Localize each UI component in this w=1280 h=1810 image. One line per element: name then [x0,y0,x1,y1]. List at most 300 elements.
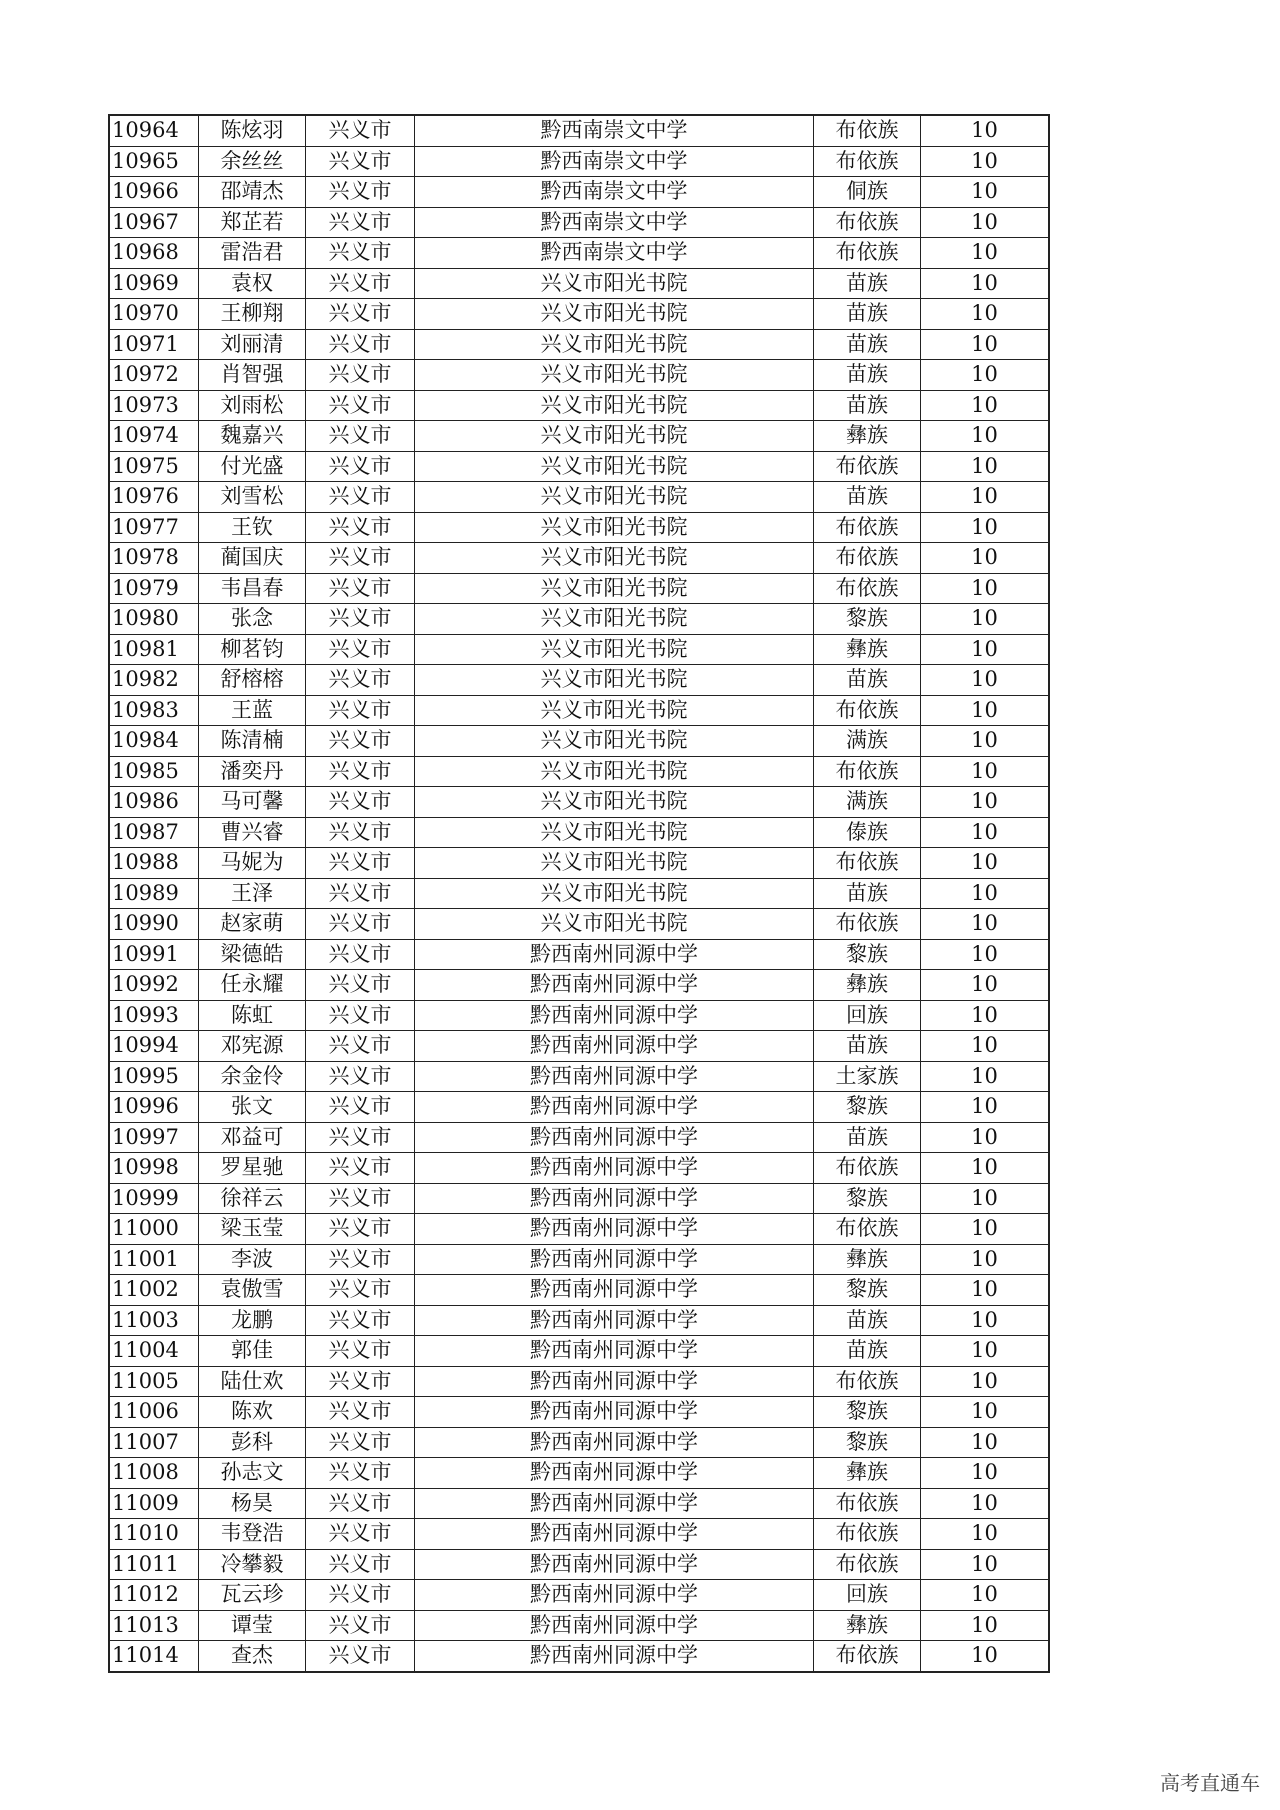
cell-score: 10 [921,1488,1050,1519]
cell-city: 兴义市 [306,1549,415,1580]
cell-city: 兴义市 [306,177,415,208]
cell-student-name: 邓宪源 [199,1031,306,1062]
cell-student-id: 10980 [109,604,199,635]
cell-score: 10 [921,329,1050,360]
cell-score: 10 [921,787,1050,818]
cell-student-id: 10970 [109,299,199,330]
cell-ethnicity: 布依族 [814,848,921,879]
cell-student-name: 曹兴睿 [199,817,306,848]
cell-city: 兴义市 [306,1183,415,1214]
table-row [109,634,1049,665]
cell-school: 黔西南州同源中学 [415,1275,814,1306]
cell-score: 10 [921,695,1050,726]
cell-school: 黔西南州同源中学 [415,1031,814,1062]
cell-student-id: 11014 [109,1641,199,1672]
cell-score: 10 [921,939,1050,970]
table-row [109,1427,1049,1458]
cell-school: 黔西南州同源中学 [415,1397,814,1428]
watermark-text: 高考直通车 [1160,1771,1260,1795]
cell-ethnicity: 布依族 [814,512,921,543]
cell-ethnicity: 黎族 [814,939,921,970]
cell-ethnicity: 布依族 [814,146,921,177]
table-row [109,817,1049,848]
cell-school: 黔西南崇文中学 [415,177,814,208]
cell-student-name: 刘雪松 [199,482,306,513]
cell-city: 兴义市 [306,1061,415,1092]
cell-ethnicity: 彝族 [814,634,921,665]
cell-ethnicity: 彝族 [814,1244,921,1275]
cell-student-name: 邓益可 [199,1122,306,1153]
cell-ethnicity: 苗族 [814,665,921,696]
cell-student-name: 梁玉莹 [199,1214,306,1245]
cell-city: 兴义市 [306,299,415,330]
cell-school: 兴义市阳光书院 [415,268,814,299]
cell-city: 兴义市 [306,1244,415,1275]
cell-student-name: 杨昊 [199,1488,306,1519]
table-row [109,299,1049,330]
cell-student-name: 查杰 [199,1641,306,1672]
cell-city: 兴义市 [306,665,415,696]
cell-score: 10 [921,482,1050,513]
table-row [109,146,1049,177]
table-row [109,878,1049,909]
cell-ethnicity: 黎族 [814,1275,921,1306]
cell-city: 兴义市 [306,1000,415,1031]
cell-city: 兴义市 [306,817,415,848]
cell-student-id: 10967 [109,207,199,238]
cell-school: 黔西南崇文中学 [415,146,814,177]
cell-score: 10 [921,1153,1050,1184]
cell-school: 黔西南州同源中学 [415,1305,814,1336]
cell-student-id: 10985 [109,756,199,787]
cell-student-id: 11002 [109,1275,199,1306]
table-row [109,726,1049,757]
cell-city: 兴义市 [306,451,415,482]
cell-student-name: 蔺国庆 [199,543,306,574]
table-row [109,512,1049,543]
cell-city: 兴义市 [306,1458,415,1489]
cell-city: 兴义市 [306,573,415,604]
cell-city: 兴义市 [306,1488,415,1519]
cell-school: 黔西南州同源中学 [415,1488,814,1519]
cell-student-name: 陈清楠 [199,726,306,757]
cell-city: 兴义市 [306,634,415,665]
cell-student-name: 郭佳 [199,1336,306,1367]
cell-ethnicity: 苗族 [814,360,921,391]
cell-student-name: 肖智强 [199,360,306,391]
cell-ethnicity: 回族 [814,1000,921,1031]
cell-score: 10 [921,543,1050,574]
cell-score: 10 [921,1000,1050,1031]
cell-school: 黔西南崇文中学 [415,115,814,146]
cell-school: 兴义市阳光书院 [415,604,814,635]
cell-school: 黔西南州同源中学 [415,1610,814,1641]
cell-student-name: 王蓝 [199,695,306,726]
cell-school: 黔西南州同源中学 [415,1458,814,1489]
cell-ethnicity: 苗族 [814,878,921,909]
cell-school: 兴义市阳光书院 [415,787,814,818]
table-row [109,848,1049,879]
cell-student-id: 10971 [109,329,199,360]
cell-city: 兴义市 [306,1427,415,1458]
cell-score: 10 [921,1244,1050,1275]
cell-student-name: 陈炫羽 [199,115,306,146]
cell-student-name: 郑芷若 [199,207,306,238]
cell-city: 兴义市 [306,1336,415,1367]
cell-student-id: 10966 [109,177,199,208]
cell-ethnicity: 满族 [814,787,921,818]
cell-student-id: 11006 [109,1397,199,1428]
cell-score: 10 [921,970,1050,1001]
table-row [109,329,1049,360]
cell-school: 黔西南州同源中学 [415,970,814,1001]
cell-student-id: 10972 [109,360,199,391]
cell-city: 兴义市 [306,1275,415,1306]
cell-ethnicity: 布依族 [814,1153,921,1184]
cell-school: 兴义市阳光书院 [415,909,814,940]
cell-ethnicity: 黎族 [814,1092,921,1123]
table-row [109,573,1049,604]
cell-city: 兴义市 [306,1092,415,1123]
student-roster-table [108,114,1050,1673]
cell-city: 兴义市 [306,1519,415,1550]
cell-student-id: 11013 [109,1610,199,1641]
cell-ethnicity: 布依族 [814,1641,921,1672]
table-row [109,695,1049,726]
cell-school: 黔西南州同源中学 [415,1153,814,1184]
cell-school: 兴义市阳光书院 [415,634,814,665]
cell-school: 兴义市阳光书院 [415,360,814,391]
table-row [109,1397,1049,1428]
cell-student-id: 10979 [109,573,199,604]
cell-score: 10 [921,1061,1050,1092]
cell-student-id: 11003 [109,1305,199,1336]
cell-school: 黔西南州同源中学 [415,1519,814,1550]
cell-student-name: 王钦 [199,512,306,543]
cell-student-id: 10984 [109,726,199,757]
cell-student-name: 赵家萌 [199,909,306,940]
cell-ethnicity: 布依族 [814,1519,921,1550]
cell-score: 10 [921,1366,1050,1397]
cell-student-id: 10977 [109,512,199,543]
table-row [109,756,1049,787]
cell-student-name: 刘雨松 [199,390,306,421]
cell-score: 10 [921,1336,1050,1367]
cell-student-name: 罗星驰 [199,1153,306,1184]
table-row [109,1366,1049,1397]
cell-score: 10 [921,726,1050,757]
cell-student-id: 11001 [109,1244,199,1275]
cell-score: 10 [921,665,1050,696]
cell-student-name: 邵靖杰 [199,177,306,208]
table-row [109,390,1049,421]
table-row [109,207,1049,238]
cell-city: 兴义市 [306,1305,415,1336]
cell-student-id: 10982 [109,665,199,696]
cell-student-name: 雷浩君 [199,238,306,269]
cell-city: 兴义市 [306,360,415,391]
cell-ethnicity: 苗族 [814,482,921,513]
cell-city: 兴义市 [306,1122,415,1153]
cell-student-name: 徐祥云 [199,1183,306,1214]
cell-city: 兴义市 [306,878,415,909]
cell-city: 兴义市 [306,756,415,787]
cell-ethnicity: 黎族 [814,1397,921,1428]
cell-school: 兴义市阳光书院 [415,512,814,543]
cell-score: 10 [921,1275,1050,1306]
cell-score: 10 [921,878,1050,909]
cell-ethnicity: 彝族 [814,1458,921,1489]
cell-school: 兴义市阳光书院 [415,878,814,909]
cell-school: 兴义市阳光书院 [415,756,814,787]
cell-school: 兴义市阳光书院 [415,573,814,604]
cell-student-id: 10987 [109,817,199,848]
cell-score: 10 [921,1183,1050,1214]
cell-student-id: 10976 [109,482,199,513]
cell-student-id: 10996 [109,1092,199,1123]
cell-student-id: 10969 [109,268,199,299]
table-row [109,360,1049,391]
cell-student-id: 10999 [109,1183,199,1214]
cell-student-name: 舒榕榕 [199,665,306,696]
cell-ethnicity: 布依族 [814,573,921,604]
cell-city: 兴义市 [306,695,415,726]
cell-score: 10 [921,390,1050,421]
cell-school: 黔西南州同源中学 [415,1092,814,1123]
table-row [109,939,1049,970]
cell-student-name: 龙鹏 [199,1305,306,1336]
cell-city: 兴义市 [306,1641,415,1672]
cell-city: 兴义市 [306,543,415,574]
cell-score: 10 [921,634,1050,665]
table-row [109,604,1049,635]
table-row [109,1153,1049,1184]
cell-student-name: 陈虹 [199,1000,306,1031]
cell-city: 兴义市 [306,329,415,360]
cell-score: 10 [921,146,1050,177]
table-row [109,1092,1049,1123]
cell-ethnicity: 布依族 [814,1488,921,1519]
table-row [109,1061,1049,1092]
cell-score: 10 [921,299,1050,330]
cell-school: 兴义市阳光书院 [415,817,814,848]
cell-score: 10 [921,177,1050,208]
cell-student-name: 王柳翔 [199,299,306,330]
cell-city: 兴义市 [306,207,415,238]
cell-student-name: 魏嘉兴 [199,421,306,452]
cell-ethnicity: 苗族 [814,1305,921,1336]
cell-school: 黔西南崇文中学 [415,207,814,238]
cell-student-id: 10986 [109,787,199,818]
table-row [109,268,1049,299]
cell-student-name: 冷攀毅 [199,1549,306,1580]
cell-ethnicity: 布依族 [814,543,921,574]
cell-student-name: 张念 [199,604,306,635]
cell-school: 兴义市阳光书院 [415,451,814,482]
cell-school: 兴义市阳光书院 [415,329,814,360]
cell-score: 10 [921,268,1050,299]
cell-ethnicity: 彝族 [814,421,921,452]
cell-student-id: 10973 [109,390,199,421]
cell-student-name: 谭莹 [199,1610,306,1641]
cell-ethnicity: 苗族 [814,1122,921,1153]
cell-school: 兴义市阳光书院 [415,482,814,513]
table-row [109,1183,1049,1214]
table-row [109,177,1049,208]
cell-score: 10 [921,756,1050,787]
cell-student-id: 10998 [109,1153,199,1184]
cell-ethnicity: 苗族 [814,1031,921,1062]
cell-student-name: 柳茗钧 [199,634,306,665]
cell-ethnicity: 彝族 [814,1610,921,1641]
cell-student-id: 10978 [109,543,199,574]
table-row [109,1031,1049,1062]
table-row [109,665,1049,696]
cell-city: 兴义市 [306,1580,415,1611]
cell-score: 10 [921,1641,1050,1672]
table-row [109,451,1049,482]
cell-student-id: 11008 [109,1458,199,1489]
table-row [109,1214,1049,1245]
cell-student-id: 11012 [109,1580,199,1611]
cell-city: 兴义市 [306,970,415,1001]
cell-ethnicity: 布依族 [814,451,921,482]
cell-student-id: 10990 [109,909,199,940]
table-row [109,1580,1049,1611]
table-row [109,1549,1049,1580]
cell-student-name: 潘奕丹 [199,756,306,787]
cell-ethnicity: 布依族 [814,756,921,787]
cell-ethnicity: 布依族 [814,238,921,269]
cell-school: 黔西南州同源中学 [415,939,814,970]
cell-city: 兴义市 [306,1366,415,1397]
table-row [109,909,1049,940]
table-row [109,787,1049,818]
table-row [109,1519,1049,1550]
cell-ethnicity: 布依族 [814,1549,921,1580]
cell-score: 10 [921,1031,1050,1062]
cell-student-id: 10989 [109,878,199,909]
cell-score: 10 [921,115,1050,146]
cell-student-id: 11005 [109,1366,199,1397]
cell-student-id: 10997 [109,1122,199,1153]
cell-score: 10 [921,573,1050,604]
cell-student-name: 梁德皓 [199,939,306,970]
cell-city: 兴义市 [306,1610,415,1641]
cell-score: 10 [921,1122,1050,1153]
cell-score: 10 [921,421,1050,452]
cell-school: 黔西南崇文中学 [415,238,814,269]
cell-score: 10 [921,360,1050,391]
cell-student-name: 韦登浩 [199,1519,306,1550]
table-row [109,115,1049,146]
cell-student-id: 10993 [109,1000,199,1031]
cell-school: 黔西南州同源中学 [415,1336,814,1367]
cell-score: 10 [921,512,1050,543]
cell-student-name: 王泽 [199,878,306,909]
cell-ethnicity: 苗族 [814,268,921,299]
cell-student-id: 10992 [109,970,199,1001]
cell-student-id: 10981 [109,634,199,665]
cell-student-name: 瓦云珍 [199,1580,306,1611]
cell-city: 兴义市 [306,512,415,543]
table-row [109,482,1049,513]
cell-student-id: 10965 [109,146,199,177]
cell-score: 10 [921,1305,1050,1336]
cell-school: 黔西南州同源中学 [415,1000,814,1031]
cell-ethnicity: 布依族 [814,207,921,238]
cell-student-name: 余丝丝 [199,146,306,177]
cell-score: 10 [921,238,1050,269]
cell-student-name: 孙志文 [199,1458,306,1489]
cell-student-name: 彭科 [199,1427,306,1458]
cell-city: 兴义市 [306,146,415,177]
cell-city: 兴义市 [306,909,415,940]
cell-score: 10 [921,1397,1050,1428]
cell-school: 兴义市阳光书院 [415,695,814,726]
table-row [109,1336,1049,1367]
cell-student-id: 11011 [109,1549,199,1580]
cell-student-id: 10991 [109,939,199,970]
cell-ethnicity: 布依族 [814,1214,921,1245]
cell-score: 10 [921,1549,1050,1580]
cell-score: 10 [921,604,1050,635]
cell-ethnicity: 苗族 [814,390,921,421]
cell-student-id: 11000 [109,1214,199,1245]
cell-score: 10 [921,1092,1050,1123]
cell-school: 黔西南州同源中学 [415,1122,814,1153]
cell-city: 兴义市 [306,115,415,146]
cell-city: 兴义市 [306,238,415,269]
cell-student-name: 任永耀 [199,970,306,1001]
cell-student-id: 10983 [109,695,199,726]
cell-student-id: 10975 [109,451,199,482]
cell-school: 黔西南州同源中学 [415,1244,814,1275]
cell-student-id: 10974 [109,421,199,452]
cell-student-id: 11009 [109,1488,199,1519]
cell-city: 兴义市 [306,787,415,818]
cell-city: 兴义市 [306,939,415,970]
cell-score: 10 [921,817,1050,848]
cell-city: 兴义市 [306,1214,415,1245]
cell-student-name: 袁权 [199,268,306,299]
cell-ethnicity: 侗族 [814,177,921,208]
cell-student-name: 李波 [199,1244,306,1275]
cell-student-id: 10968 [109,238,199,269]
cell-city: 兴义市 [306,726,415,757]
cell-ethnicity: 布依族 [814,695,921,726]
cell-school: 黔西南州同源中学 [415,1641,814,1672]
cell-school: 黔西南州同源中学 [415,1183,814,1214]
cell-school: 兴义市阳光书院 [415,726,814,757]
cell-student-id: 10995 [109,1061,199,1092]
table-row [109,1488,1049,1519]
table-row [109,1000,1049,1031]
cell-school: 兴义市阳光书院 [415,390,814,421]
cell-ethnicity: 满族 [814,726,921,757]
cell-student-name: 韦昌春 [199,573,306,604]
table-row [109,1458,1049,1489]
cell-city: 兴义市 [306,421,415,452]
cell-score: 10 [921,1519,1050,1550]
cell-student-name: 马可馨 [199,787,306,818]
cell-ethnicity: 苗族 [814,1336,921,1367]
cell-student-name: 刘丽清 [199,329,306,360]
cell-score: 10 [921,1458,1050,1489]
cell-city: 兴义市 [306,604,415,635]
cell-ethnicity: 彝族 [814,970,921,1001]
cell-score: 10 [921,207,1050,238]
